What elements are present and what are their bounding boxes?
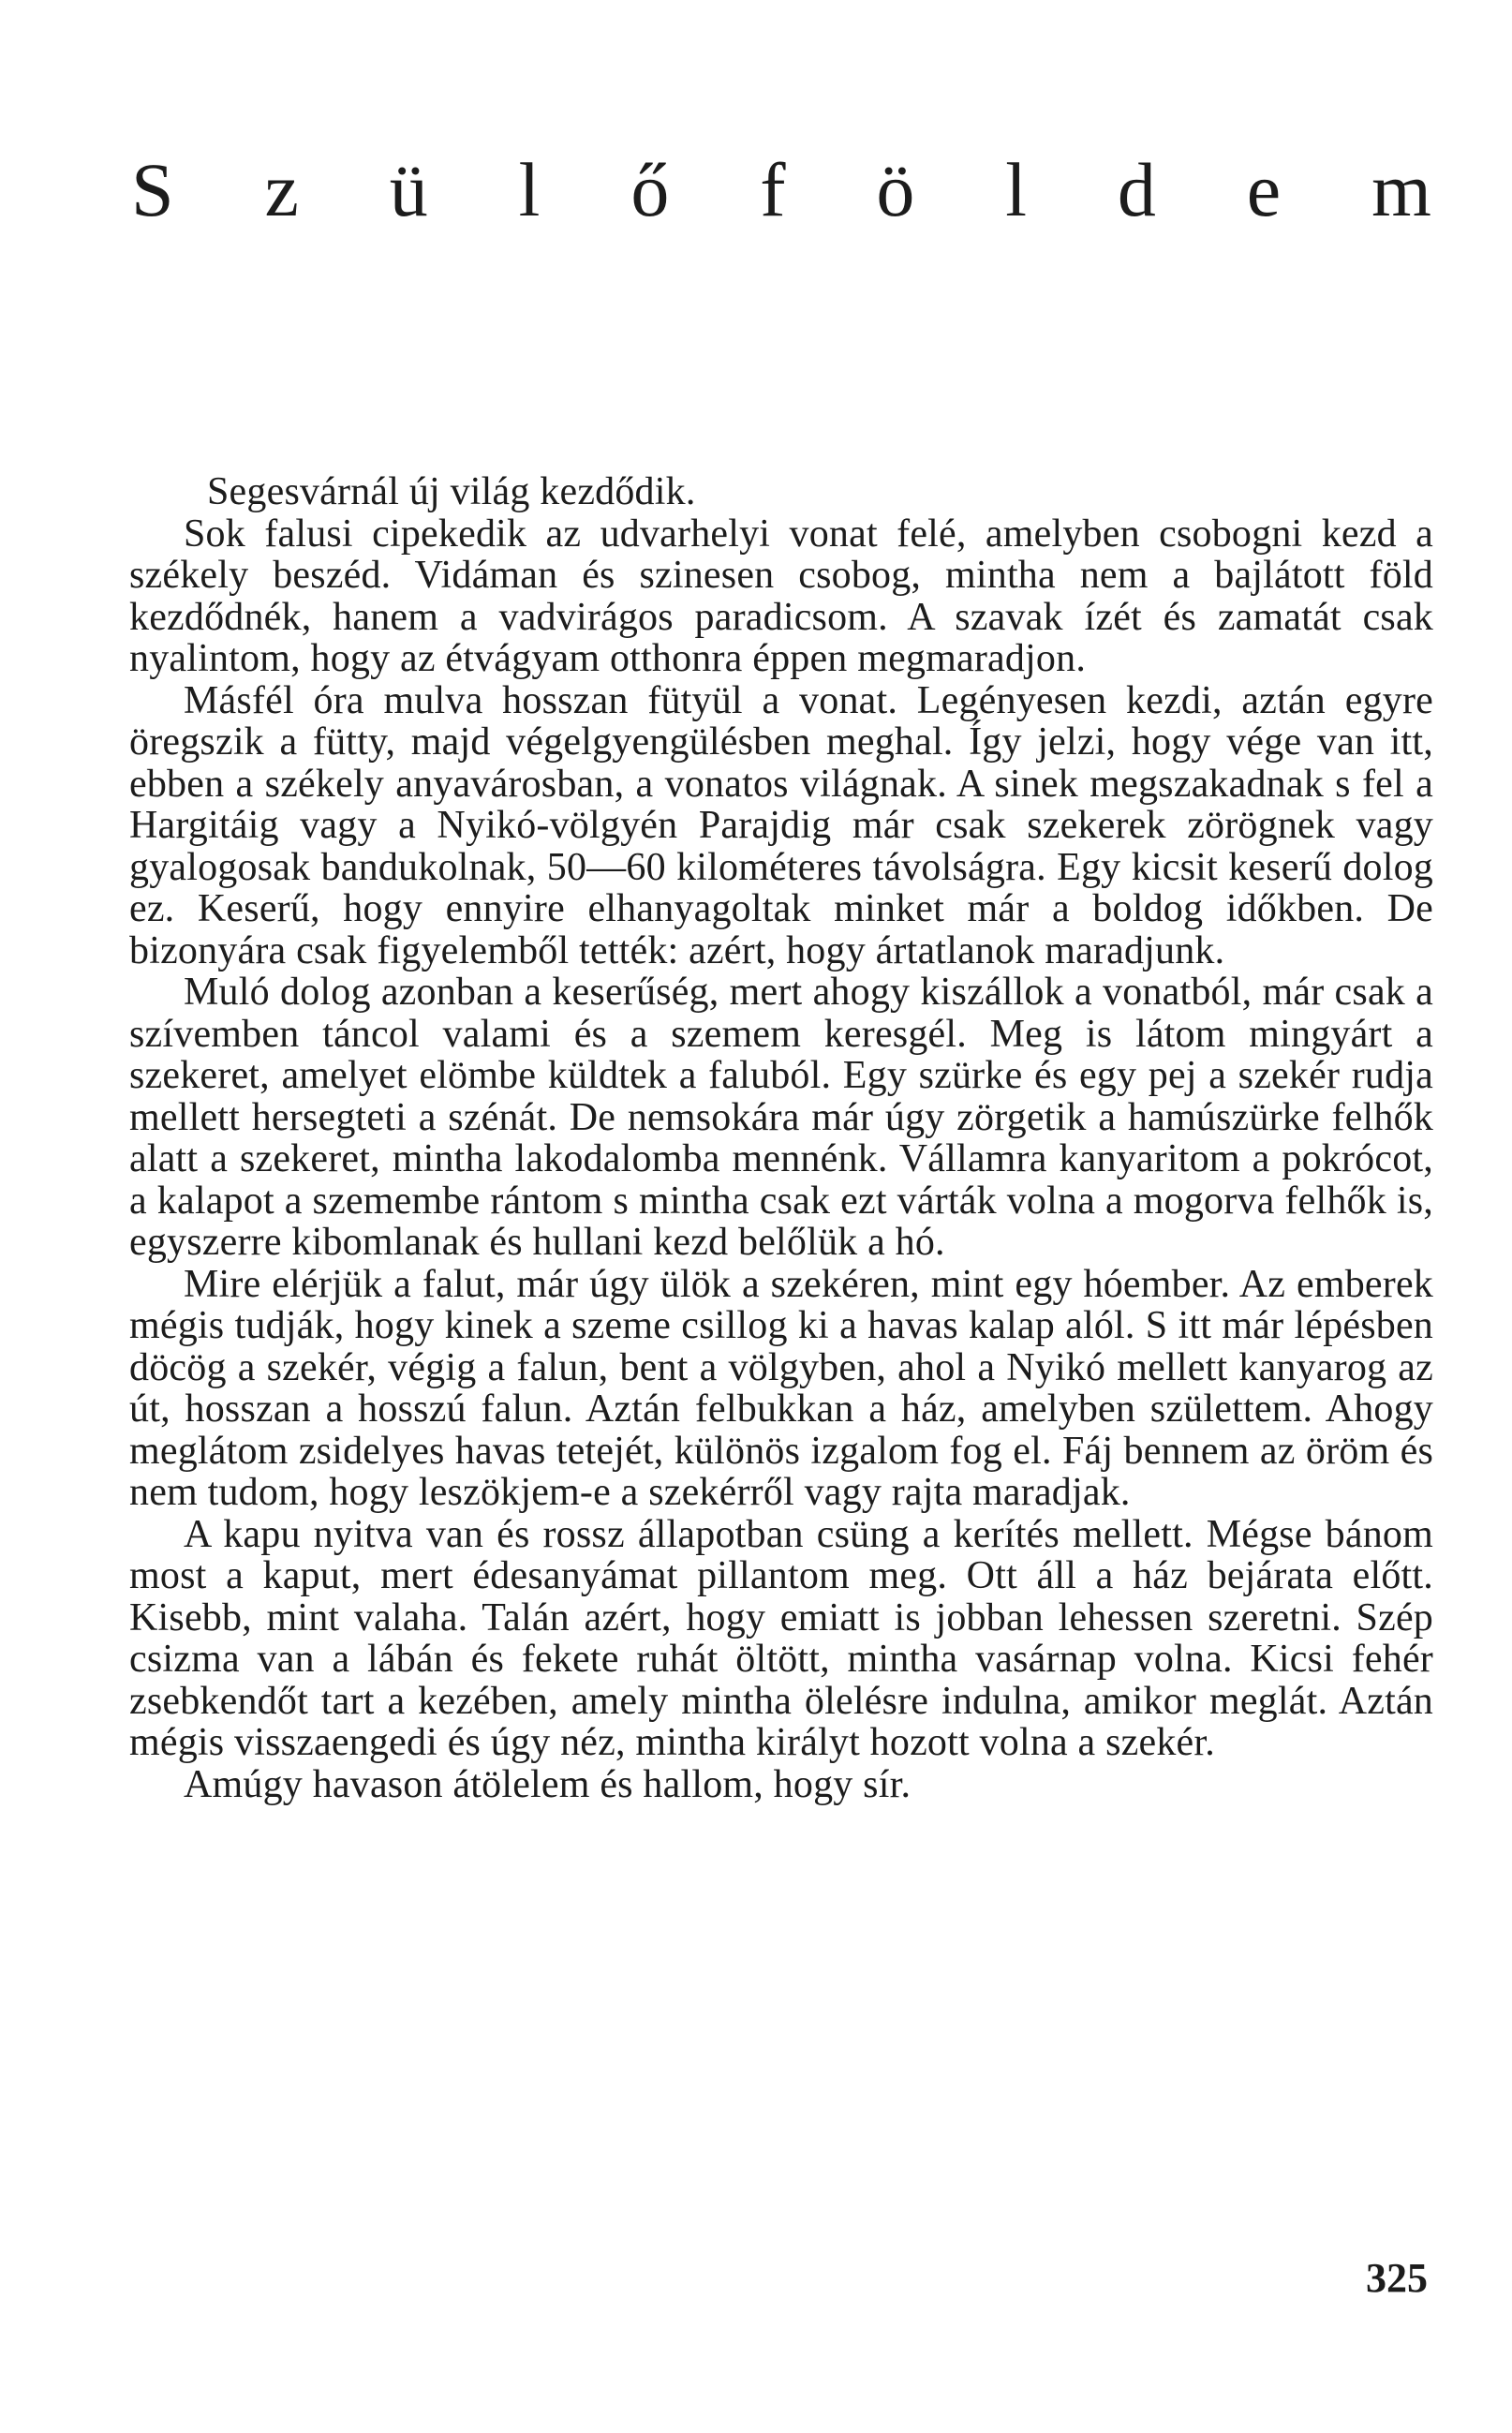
paragraph-6: A kapu nyitva van és rossz állapotban csüng a kerítés mellett. Mégse bánom most a kaput, mert édesanyámat pillantom meg. Ott áll a ház bejárata előtt. Kisebb, mint valaha. Talán azért, hogy emiatt is jobban lehessen szeretni. Szép csizma van a lábán és fekete ruhát öltött, mintha vasárnap volna. Kicsi fehér zsebkendőt tart a kezében, amely mintha ölelésre indulna, amikor meglát. Aztán mégis visszaengedi és úgy néz, mintha királyt hozott volna a szekér.	[129, 1512, 1433, 1764]
title-letter: ő	[630, 147, 670, 232]
paragraph-4: Muló dolog azonban a keserűség, mert ahogy kiszállok a vonatból, már csak a szívemben táncol valami és a szemem keresgél. Meg is látom mingyárt a szekeret, amelyet elömbe küldtek a faluból. Egy szürke és egy pej a szekér rudja mellett hersegteti a szénát. De nemsokára már úgy zörgetik a hamúszürke felhők alatt a szekeret, mintha lakodalomba mennénk. Vállamra kanyaritom a pokrócot, a kalapot a szemembe rántom s mintha csak ezt várták volna a mogorva felhők is, egyszerre kibomlanak és hullani kezd belőlük a hó.	[129, 971, 1433, 1264]
title-letter: z	[264, 147, 299, 232]
paragraph-5: Mire elérjük a falut, már úgy ülök a szekéren, mint egy hóember. Az emberek mégis tudják, hogy kinek a szeme csillog ki a havas kalap alól. S itt már lépésben döcög a szekér, végig a falun, bent a völgyben, ahol a Nyikó mellett kanyarog az út, hosszan a hosszú falun. Aztán felbukkan a ház, amelyben születtem. Ahogy meglátom zsidelyes havas tetejét, különös izgalom fog el. Fáj bennem az öröm és nem tudom, hogy leszökjem-e a szekérről vagy rajta maradjak.	[129, 1262, 1433, 1514]
paragraph-1: Segesvárnál új világ kezdődik.	[207, 470, 696, 513]
paragraph-2: Sok falusi cipekedik az udvarhelyi vonat felé, amelyben csobogni kezd a székely beszéd. Vidáman és szinesen csobog, mintha nem a bajlátott föld kezdődnék, hanem a vadvirágos paradicsom. A szavak ízét és zamatát csak nyalintom, hogy az étvágyam otthonra éppen megmaradjon.	[129, 512, 1433, 680]
paragraph-3: Másfél óra mulva hosszan fütyül a vonat. Legényesen kezdi, aztán egyre öregszik a fütty, majd végelgyengülésben meghal. Így jelzi, hogy vége van itt, ebben a székely anyavárosban, a vonatos világnak. A sinek megszakadnak s fel a Hargitáig vagy a Nyikó-völgyén Parajdig már csak szekerek zörögnek vagy gyalogosak bandukolnak, 50—60 kilométeres távolságra. Egy kicsit keserű dolog ez. Keserű, hogy ennyire elhanyagoltak minket már a boldog időkben. De bizonyára csak figyelemből tették: azért, hogy ártatlanok maradjunk.	[129, 678, 1433, 972]
title-letter: d	[1117, 147, 1156, 232]
title-letter: ö	[876, 147, 915, 232]
title-letter: S	[131, 147, 174, 232]
title-letter: e	[1246, 147, 1282, 232]
title-letter: l	[1005, 147, 1028, 232]
body-text	[129, 471, 1433, 1805]
paragraph-7: Amúgy havason átölelem és hallom, hogy sír.	[184, 1762, 912, 1806]
title-letter: ü	[389, 147, 428, 232]
title-letter: l	[518, 147, 541, 232]
page-number: 325	[1366, 2255, 1428, 2301]
title-letter: m	[1371, 147, 1431, 232]
page-title	[131, 147, 1431, 232]
title-letter: f	[760, 147, 786, 232]
